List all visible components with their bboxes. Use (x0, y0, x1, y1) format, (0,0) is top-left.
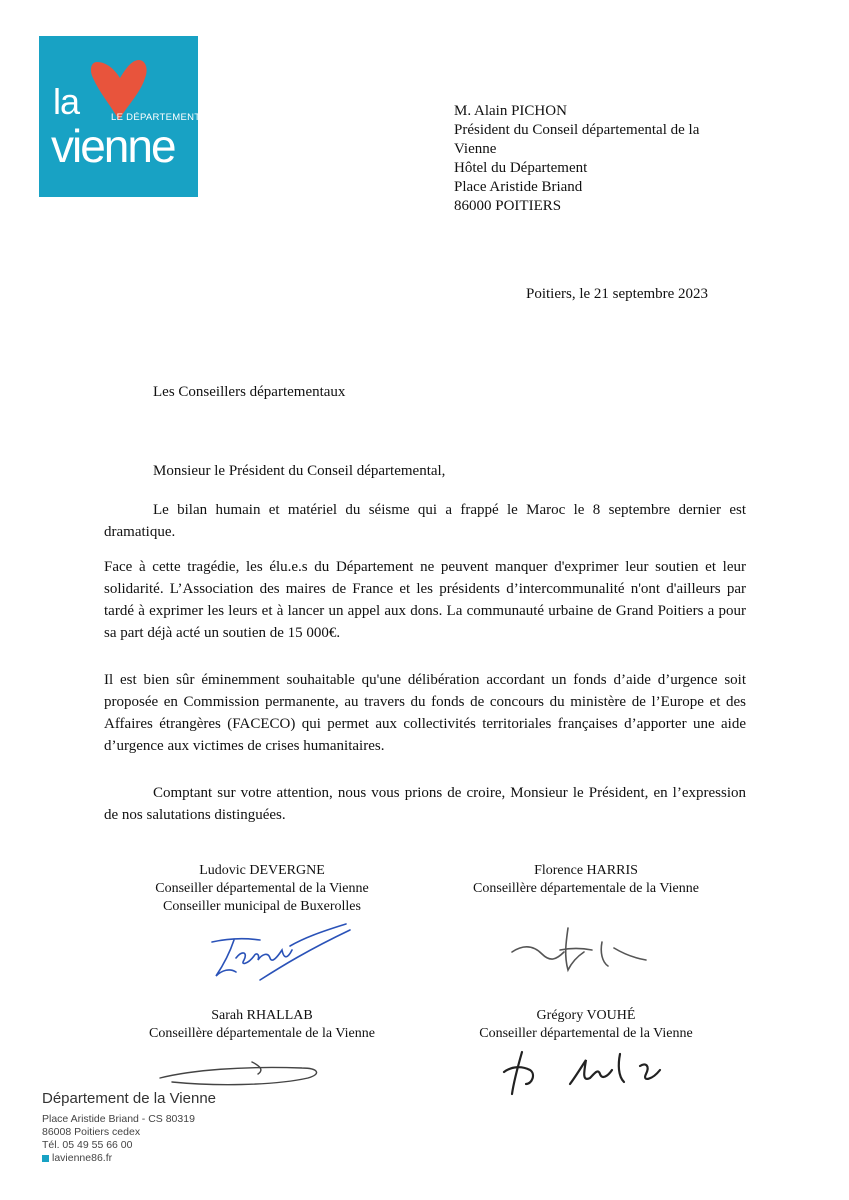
sender-line: Les Conseillers départementaux (153, 384, 346, 400)
paragraph-2: Face à cette tragédie, les élu.e.s du Département ne peuvent manquer d'exprimer leur soutien et leur solidarité. L’Association des maires de France et les présidents d’intercommunalité n'ont d'ailleurs par tardé à exprimer les leurs et à lancer un appel aux dons. La communauté urbaine de Grand Poitiers a pour sa part déjà acté un soutien de 15 000€. (104, 559, 746, 641)
recipient-line: 86000 POITIERS (454, 198, 562, 214)
logo-la: la (53, 81, 80, 122)
footer-city: 86008 Poitiers cedex (42, 1126, 141, 1138)
footer (42, 1090, 216, 1165)
signatory-block-4 (436, 1007, 736, 1043)
footer-website-row (42, 1152, 216, 1165)
salutation: Monsieur le Président du Conseil départemental, (153, 463, 446, 479)
letter-date: Poitiers, le 21 septembre 2023 (526, 286, 709, 302)
recipient-line: Place Aristide Briand (454, 179, 583, 195)
signatory-block-3 (112, 1007, 412, 1043)
signature-devergne (200, 920, 352, 986)
logo-tagline: LE DÉPARTEMENT (111, 112, 201, 123)
signature-rhallab (152, 1056, 328, 1090)
recipient-address (454, 102, 754, 216)
signatory-block-2 (436, 862, 736, 898)
signatory-title: Conseillère départementale de la Vienne (473, 881, 699, 896)
footer-phone: Tél. 05 49 55 66 00 (42, 1139, 133, 1151)
recipient-line: Hôtel du Département (454, 160, 588, 176)
logo-name: vienne (51, 120, 175, 172)
recipient-line: Président du Conseil départemental de la (454, 122, 700, 138)
signatory-title: Conseiller départemental de la Vienne (479, 1026, 693, 1041)
signatory-title: Conseiller départemental de la Vienne (155, 881, 369, 896)
signatory-block-1 (112, 862, 412, 916)
paragraph-1: Le bilan humain et matériel du séisme qui a frappé le Maroc le 8 septembre dernier est dramatique. (104, 502, 746, 540)
footer-website[interactable]: lavienne86.fr (52, 1152, 113, 1164)
square-bullet-icon (42, 1155, 49, 1162)
recipient-line: Vienne (454, 141, 497, 157)
signatory-title: Conseillère départementale de la Vienne (149, 1026, 375, 1041)
footer-org: Département de la Vienne (42, 1090, 217, 1107)
signatory-name: Sarah RHALLAB (211, 1008, 313, 1023)
footer-address: Place Aristide Briand - CS 80319 (42, 1113, 195, 1125)
signatory-name: Ludovic DEVERGNE (199, 863, 325, 878)
paragraph-3: Il est bien sûr éminemment souhaitable qu'une délibération accordant un fonds d’aide d’urgence soit proposée en Commission permanente, au travers du fonds de concours du ministère de l’Europe et des Affaires étrangères (FACECO) qui permet aux collectivités territoriales françaises d’apporter une aide d’urgence aux victimes de crises humanitaires. (104, 672, 746, 754)
paragraph-4: Comptant sur votre attention, nous vous prions de croire, Monsieur le Président, en l’expression de nos salutations distinguées. (104, 785, 746, 823)
department-logo (39, 36, 201, 197)
signatory-name: Grégory VOUHÉ (536, 1008, 636, 1023)
signatory-name: Florence HARRIS (534, 863, 638, 878)
signature-vouhe (500, 1048, 680, 1098)
recipient-line: M. Alain PICHON (454, 103, 567, 119)
signature-harris (508, 922, 648, 974)
signatory-title-2: Conseiller municipal de Buxerolles (163, 899, 361, 914)
